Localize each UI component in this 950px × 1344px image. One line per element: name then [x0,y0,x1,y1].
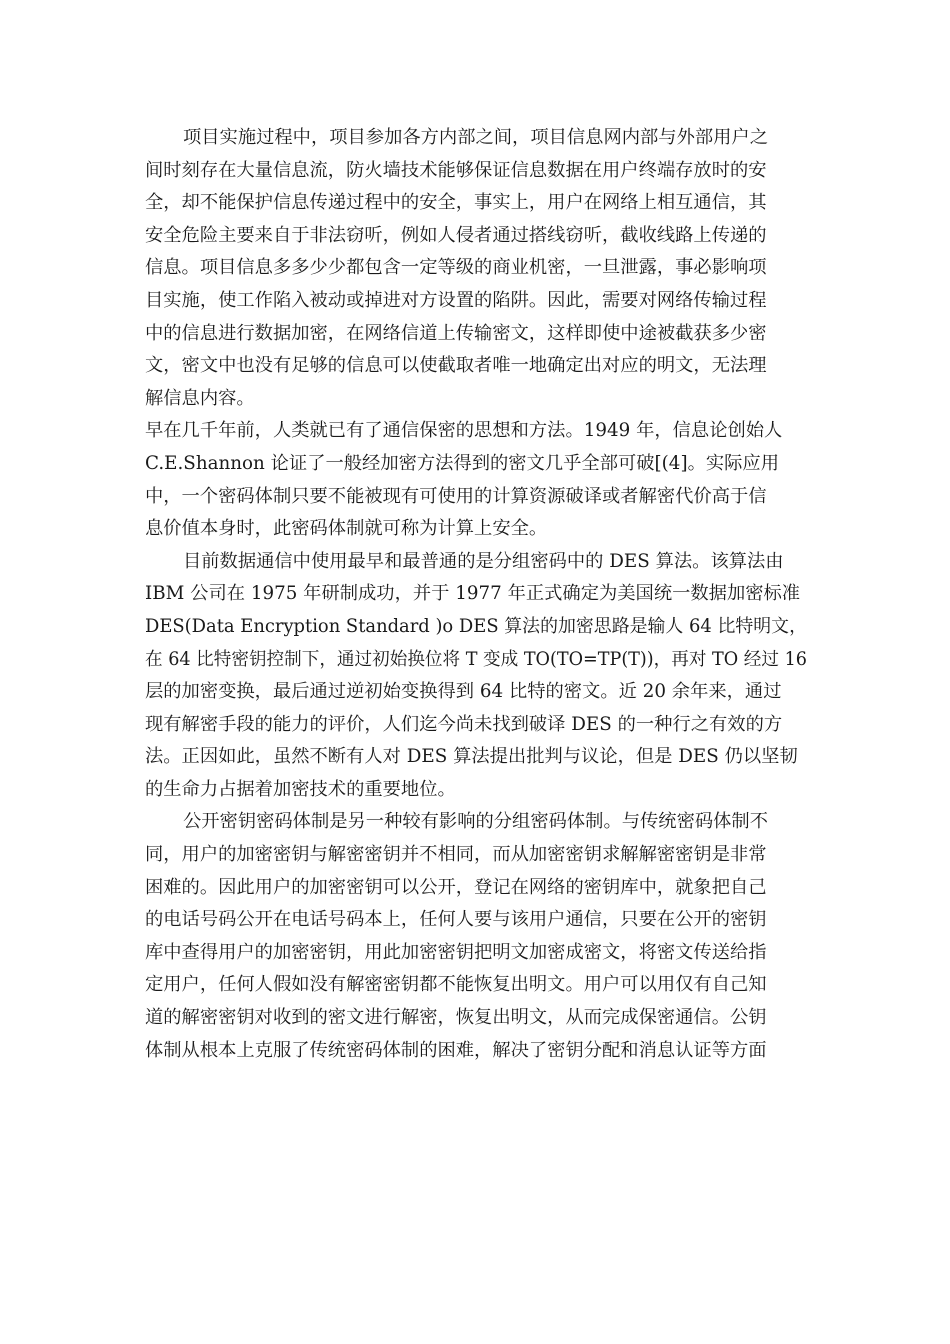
text-line: 中的信息进行数据加密，在网络信道上传输密文，这样即使中途被截获多少密 [145,322,767,344]
text-line: 全，却不能保护信息传递过程中的安全，事实上，用户在网络上相互通信，其 [145,192,767,214]
paragraph [145,806,807,1067]
text-line: 法。正因如此，虽然不断有人对 DES 算法提出批判与议论，但是 DES 仍以坚韧 [145,746,798,768]
text-line: 目实施，使工作陷入被动或掉进对方设置的陷阱。因此，需要对网络传输过程 [145,289,767,311]
text-line: 的电话号码公开在电话号码本上，任何人要与该用户通信，只要在公开的密钥 [145,909,767,931]
text-line: C.E.Shannon 论证了一般经加密方法得到的密文几乎全部可破[(4]。实际应用 [145,452,779,474]
text-line: 中，一个密码体制只要不能被现有可使用的计算资源破译或者解密代价高于信 [145,485,767,507]
text-line: 的生命力占据着加密技术的重要地位。 [145,778,456,800]
paragraph [145,546,807,807]
text-line: 定用户，任何人假如没有解密密钥都不能恢复出明文。用户可以用仅有自己知 [145,974,767,996]
text-line: 困难的。因此用户的加密密钥可以公开，登记在网络的密钥库中，就象把自己 [145,876,767,898]
text-line: 解信息内容。 [145,387,255,409]
text-line: IBM 公司在 1975 年研制成功，并于 1977 年正式确定为美国统一数据加密标准 [145,583,801,605]
text-line: 目前数据通信中使用最早和最普通的是分组密码中的 DES 算法。该算法由 [183,550,784,572]
text-line: DES(Data Encryption Standard )o DES 算法的加密思路是输人 64 比特明文， [145,615,807,637]
text-line: 体制从根本上克服了传统密码体制的困难，解决了密钥分配和消息认证等方面 [145,1039,767,1061]
text-line: 库中查得用户的加密密钥，用此加密密钥把明文加密成密文，将密文传送给指 [145,941,767,963]
text-line: 道的解密密钥对收到的密文进行解密，恢复出明文，从而完成保密通信。公钥 [145,1007,767,1029]
text-line: 项目实施过程中，项目参加各方内部之间，项目信息网内部与外部用户之 [183,127,768,148]
text-line: 息价值本身时，此密码体制就可称为计算上安全。 [145,518,548,540]
text-line: 早在几千年前，人类就已有了通信保密的思想和方法。1949 年，信息论创始人 [145,420,783,442]
text-line: 安全危险主要来自于非法窃听，例如人侵者通过搭线窃听，截收线路上传递的 [145,224,767,246]
text-line: 层的加密变换，最后通过逆初始变换得到 64 比特的密文。近 20 余年来，通过 [145,681,782,703]
text-line: 在 64 比特密钥控制下，通过初始换位将 T 变成 TO(TO=TP(T))，再对 TO 经过 16 [145,648,807,670]
text-line: 公开密钥密码体制是另一种较有影响的分组密码体制。与传统密码体制不 [183,811,768,833]
paragraph [145,122,807,415]
body-text [145,122,807,1067]
text-line: 信息。项目信息多多少少都包含一定等级的商业机密，一旦泄露，事必影响项 [145,257,767,279]
text-line: 文，密文中也没有足够的信息可以使截取者唯一地确定出对应的明文，无法理 [145,355,767,377]
paragraph [145,415,807,545]
text-line: 现有解密手段的能力的评价，人们迄今尚未找到破译 DES 的一种行之有效的方 [145,713,783,735]
text-line: 同，用户的加密密钥与解密密钥并不相同，而从加密密钥求解解密密钥是非常 [145,844,767,866]
text-line: 间时刻存在大量信息流，防火墙技术能够保证信息数据在用户终端存放时的安 [145,159,767,181]
